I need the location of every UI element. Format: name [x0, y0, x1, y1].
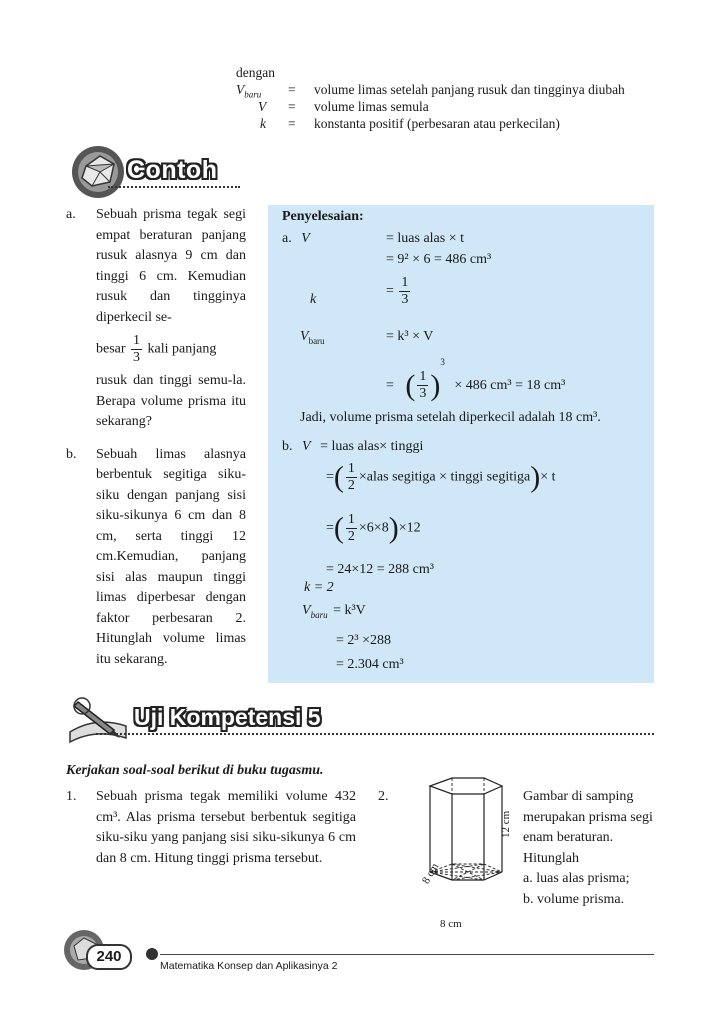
hexagonal-prism-figure — [412, 772, 522, 932]
example-problems — [66, 205, 246, 670]
page-number: 240 — [86, 944, 132, 970]
sol-a-k: k — [310, 292, 317, 307]
footer-divider — [160, 954, 654, 955]
problem-a-fraction-line — [66, 334, 246, 365]
def-equals: = — [288, 99, 296, 114]
sol-b-line7: = 2.304 cm³ — [336, 657, 404, 672]
def-symbol: V — [236, 82, 245, 97]
question-2-part-b: b. volume prisma. — [523, 891, 625, 907]
definition-row — [236, 81, 625, 100]
question-1-text: Sebuah prisma tegak memiliki volume 432 cm³. Alas prisma tersebut berbentuk segitiga siku-siku yang panjang sisi siku-sikunya 6 cm dan 8 cm. Hitung tinggi prisma tersebut. — [96, 789, 356, 866]
definitions-block — [236, 64, 625, 132]
uji-instruction: Kerjakan soal-soal berikut di buku tugasmu. — [66, 763, 324, 778]
def-subscript: baru — [244, 89, 262, 100]
definition-row — [236, 115, 560, 132]
problem-b — [66, 445, 246, 671]
def-equals: = — [288, 82, 296, 97]
problem-b-text: Sebuah limas alasnya berbentuk segitiga siku-siku dengan panjang sisi siku-sikunya 6 cm dan 8 cm, serta tinggi 12 cm.Kemudian, panjang sisi alas maupun tinggi limas diperbesar dengan faktor perbesaran 2. Hitunglah volume limas itu sekarang. — [96, 446, 246, 667]
uji-title: Uji Kompetensi 5 — [134, 704, 321, 730]
problem-a-label: a. — [66, 207, 76, 222]
question-2-number: 2. — [378, 789, 389, 804]
problem-a-fraction: $\frac{1}{3}$ — [133, 333, 141, 365]
contoh-divider — [108, 186, 240, 188]
prism-height-label: 12 cm — [500, 810, 512, 838]
problem-a-part1: Sebuah prisma tegak segi empat beraturan panjang rusuk alasnya 9 cm dan tinggi 6 cm. Kemudian rusuk dan tingginya diperkecil se- — [96, 207, 246, 325]
sol-a-line1-rhs: = luas alas × t — [386, 231, 464, 246]
def-symbol: k — [260, 116, 266, 131]
problem-b-label: b. — [66, 446, 77, 462]
prism-side-label: 8 cm — [420, 861, 442, 886]
question-1-number: 1. — [66, 789, 77, 804]
question-1 — [66, 787, 356, 869]
problem-a — [66, 205, 246, 328]
sol-a-k-value: = $\frac{1}{3}$ — [386, 275, 409, 307]
pencil-book-icon — [66, 692, 138, 746]
def-text: volume limas semula — [314, 99, 429, 114]
question-2-part-a: a. luas alas prisma; — [523, 871, 630, 886]
def-symbol: V — [258, 99, 267, 114]
question-2 — [523, 787, 657, 910]
definition-row — [236, 98, 429, 115]
sol-b-line3: =( $\frac{1}{2}$ ×6×8)×12 — [326, 511, 421, 545]
uji-divider — [96, 733, 654, 735]
problem-a-part2: rusuk dan tinggi semu-la. Berapa volume prisma itu sekarang? — [96, 373, 246, 429]
solution-heading: Penyelesaian: — [282, 209, 364, 224]
question-2-text: Gambar di samping merupakan prisma segi enam beraturan. Hitunglah — [523, 789, 653, 866]
def-text: konstanta positif (perbesaran atau perkecilan) — [314, 116, 560, 131]
sol-b-vbaru: $V_{baru} = k^3V$ — [302, 603, 366, 620]
book-title: Matematika Konsep dan Aplikasinya 2 — [160, 960, 338, 972]
def-equals: = — [288, 116, 296, 131]
sol-b-line4: = 24×12 = 288 cm³ — [326, 562, 434, 577]
sol-b-line2: =( $\frac{1}{2}$ ×alas segitiga × tinggi segitiga)× t — [326, 460, 556, 494]
contoh-title: Contoh — [127, 156, 218, 184]
contoh-emblem-icon — [64, 142, 134, 200]
problem-a-kali: kali panjang — [147, 341, 217, 357]
sol-b-line1: b. V = luas alas× tinggi — [282, 439, 424, 454]
definitions-intro: dengan — [236, 65, 275, 80]
prism-base-label: 8 cm — [440, 918, 462, 930]
sol-b-line6: = 2³ ×288 — [336, 633, 391, 648]
problem-a-besar: besar — [96, 341, 126, 357]
sol-a-vbaru-rhs: = k³ × V — [386, 329, 434, 344]
sol-b-k: k = 2 — [304, 580, 334, 595]
sol-a-line2: = 9² × 6 = 486 cm³ — [386, 252, 492, 267]
sol-a-line1: a. V — [282, 231, 310, 246]
footer-dot — [146, 948, 158, 960]
def-text: volume limas setelah panjang rusuk dan tingginya diubah — [314, 82, 625, 97]
sol-a-vbaru: $V_{baru}$ — [300, 329, 325, 346]
sol-a-conclusion: Jadi, volume prisma setelah diperkecil adalah 18 cm³. — [300, 410, 601, 425]
sol-a-line5: = ( $\frac{1}{3}$ )$^3$ × 486 cm³ = 18 cm³ — [386, 357, 566, 402]
